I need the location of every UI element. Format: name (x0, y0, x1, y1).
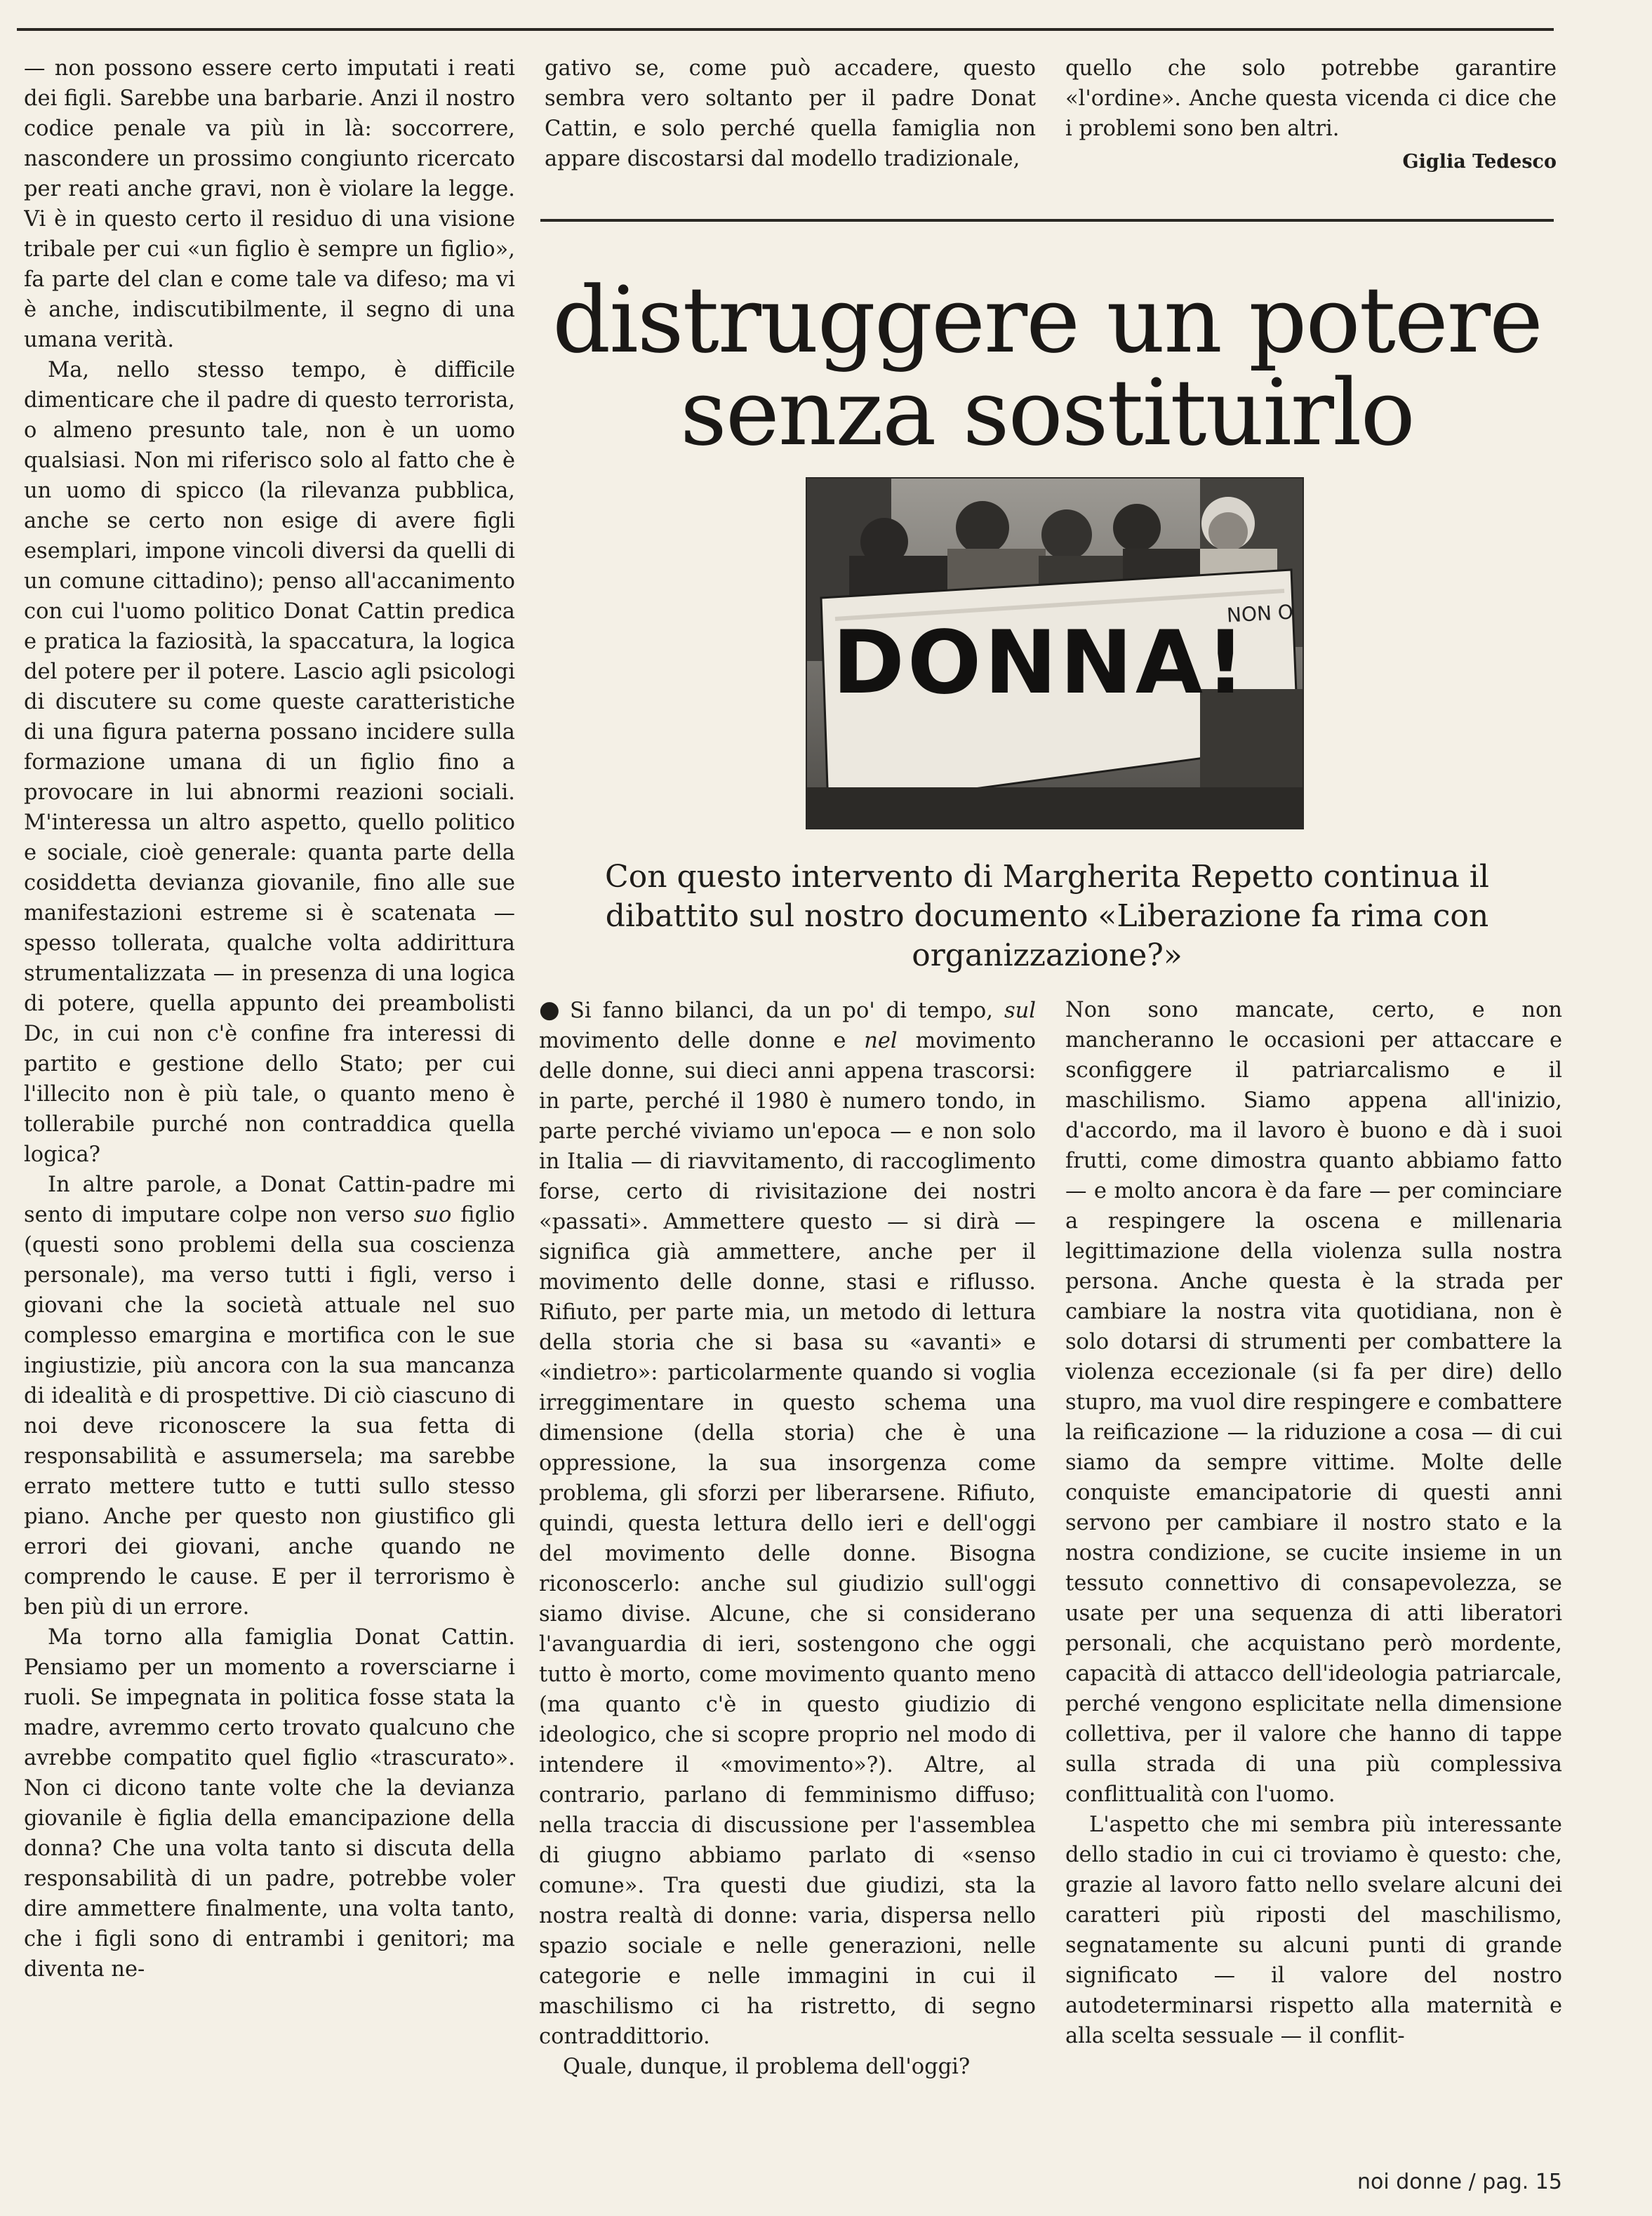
article-column-2-continuation (545, 53, 1036, 185)
author-signature: Giglia Tedesco (1402, 151, 1557, 173)
article-column-5 (1065, 995, 1562, 2146)
bullet-icon: ● (539, 996, 565, 1024)
headline-line-1: distruggere un potere (552, 267, 1542, 373)
top-rule (17, 28, 1554, 31)
paragraph: Non sono mancate, certo, e non mancheranno le occasioni per attaccare e sconfiggere il patriarcalismo e il maschilismo. Siamo appena all'inizio, d'accordo, ma il lavoro è buono e dà i suoi frutti, come dimostra quanto abbiamo fatto — e molto ancora è da fare — per cominciare a respingere la oscena e millenaria legittimazione della violenza sulla nostra persona. Anche questa è la strada per cambiare la nostra vita quotidiana, non è solo dotarsi di strumenti per combattere la violenza eccezionale (si fa per dire) dello stupro, ma vuol dire respingere e combattere la reificazione — la riduzione a cosa — di cui siamo da sempre vittime. Molte delle conquiste emancipatorie di questi anni servono per cambiare il nostro stato e la nostra condizione, se cucite insieme in un tessuto connettivo di consapevolezza, se usate per una sequenza di atti liberatori personali, che acquistano però mordente, capacità di attacco dell'ideologia patriarcale, perché vengono esplicitate nella dimensione collettiva, per il valore che hanno di tappe sulla strada di una più complessiva conflittualità con l'uomo. (1065, 998, 1562, 1807)
paragraph: L'aspetto che mi sembra più interessante dello stadio in cui ci troviamo è questo: che, grazie al lavoro fatto nello svelare alcuni dei caratteri più riposti del maschilismo, segnatamente su alcuni punti di grande significato — il valore del nostro autodeterminarsi rispetto alla maternità e alla scelta sessuale — il conflit- (1065, 1813, 1562, 2048)
paragraph: gativo se, come può accadere, questo sembra vero soltanto per il padre Donat Cattin, e solo perché quella famiglia non appare discostarsi dal modello tradizionale, (545, 56, 1036, 171)
banner-text: DONNA! (832, 613, 1248, 714)
sign-text: NON O (1226, 600, 1294, 627)
page-footer: noi donne / pag. 15 (1357, 2170, 1562, 2194)
intro-standfirst: Con questo intervento di Margherita Repetto continua il dibattito sul nostro documento «Liberazione fa rima con organizzazione?» (605, 859, 1489, 973)
paragraph: Ma, nello stesso tempo, è difficile dimenticare che il padre di questo terrorista, o almeno presunto tale, non è un uomo qualsiasi. Non mi riferisco solo al fatto che è un uomo di spicco (la rilevanza pubblica, anche se certo non esige di avere figli esemplari, impone vincoli diversi da quelli di un comune cittadino); penso all'accanimento con cui l'uomo politico Donat Cattin predica e pratica la faziosità, la spaccatura, la logica del potere per il potere. Lascio agli psicologi di discutere su come queste caratteristiche di una figura paterna possano incidere sulla formazione umana di un figlio fino a provocare in lui abnormi reazioni sociali. M'interessa un altro aspetto, quello politico e sociale, cioè generale: quanta parte della cosiddetta devianza giovanile, fino alle sue manifestazioni estreme si è scatenata — spesso tollerata, qualche volta addirittura strumentalizzata — in presenza di una logica di potere, quella appunto dei preambolisti Dc, in cui non c'è confine fra interessi di partito e gestione dello Stato; per cui l'illecito non è più tale, o quanto meno è tollerabile purché non contraddica quella logica? (24, 358, 515, 1167)
article-column-3-continuation (1065, 53, 1557, 194)
headline-line-2: senza sostituirlo (680, 359, 1414, 466)
article-column-1 (24, 53, 515, 2158)
paragraph: ● Si fanno bilanci, da un po' di tempo, sul movimento delle donne e nel movimento delle donne, sui dieci anni appena trascorsi: in parte, perché il 1980 è numero tondo, in parte perché viviamo un'epoca — e non solo in Italia — di riavvitamento, di raccoglimento forse, certo di rivisitazione dei nostri «passati». Ammettere questo — si dirà — significa già ammettere, anche per il movimento delle donne, stasi e riflusso. Rifiuto, per parte mia, un metodo di lettura della storia che si basa su «avanti» e «indietro»: particolarmente quando si voglia irreggimentare in questo schema una dimensione (della storia) che è una oppressione, la sua insorgenza come problema, gli sforzi per liberarsene. Rifiuto, quindi, questa lettura dello ieri e dell'oggi del movimento delle donne. Bisogna riconoscerlo: anche sul giudizio sull'oggi siamo divise. Alcune, che si considerano l'avanguardia di ieri, sostengono che oggi tutto è morto, come movimento quanto meno (ma quanto c'è in questo giudizio di ideologico, che si scopre proprio nel modo di intendere il «movimento»?). Altre, al contrario, parlano di femminismo diffuso; nella traccia di discussione per l'assemblea di giugno abbiamo parlato di «senso comune». Tra questi due giudizi, sta la nostra realtà di donne: varia, dispersa nello spazio sociale e nelle generazioni, nelle categorie e nelle immagini in cui il maschilismo ci ha ristretto, di segno contraddittorio. (539, 996, 1036, 2049)
paragraph: quello che solo potrebbe garantire «l'ordine». Anche questa vicenda ci dice che i problemi sono ben altri. (1065, 56, 1557, 141)
article-column-4 (539, 995, 1036, 2146)
section-rule (540, 219, 1554, 222)
paragraph: Quale, dunque, il problema dell'oggi? (563, 2055, 971, 2079)
paragraph: — non possono essere certo imputati i reati dei figli. Sarebbe una barbarie. Anzi il nostro codice penale va più in là: soccorrere, nascondere un prossimo congiunto ricercato per reati anche gravi, non è violare la legge. Vi è in questo certo il residuo di una visione tribale per cui «un figlio è sempre un figlio», fa parte del clan e come tale va difeso; ma vi è anche, indiscutibilmente, il segno di una umana verità. (24, 56, 515, 352)
paragraph: Ma torno alla famiglia Donat Cattin. Pensiamo per un momento a roversciarne i ruoli. Se impegnata in politica fosse stata la madre, avremmo certo trovato qualcuno che avrebbe compatito quel figlio «trascurato». Non ci dicono tante volte che la devianza giovanile è figlia della emancipazione della donna? Che una volta tanto si discuta della responsabilità di un padre, potrebbe voler dire ammettere finalmente, una volta tanto, che i figli sono di entrambi i genitori; ma diventa ne- (24, 1625, 515, 1982)
paragraph: In altre parole, a Donat Cattin-padre mi sento di imputare colpe non verso suo figlio (questi sono problemi della sua coscienza personale), ma verso tutti i figli, verso i giovani che la società attuale nel suo complesso emargina e mortifica con le sue ingiustizie, più ancora con la sua mancanza di idealità e di prospettive. Di ciò ciascuno di noi deve riconoscere la sua fetta di responsabilità e assumersela; ma sarebbe errato mettere tutto e tutti sullo stesso piano. Anche per questo non giustifico gli errori dei giovani, anche quando ne comprendo le cause. E per il terrorismo è ben più di un errore. (24, 1173, 515, 1620)
